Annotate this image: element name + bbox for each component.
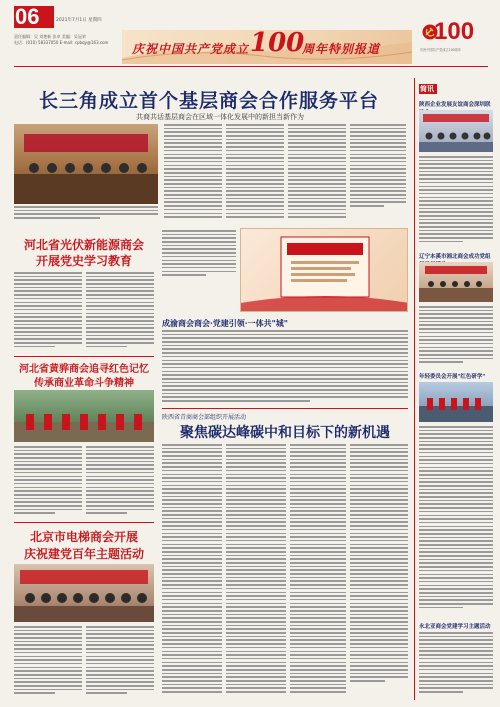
brief2-title: 辽宁本溪市湘北商会成功党组 <box>419 254 491 260</box>
feature-body <box>162 330 408 406</box>
center-divider <box>162 408 408 409</box>
brief1-title: 陕西企业发展友谊商会深圳联 <box>419 102 491 108</box>
brief3-image <box>419 382 493 422</box>
poster-image <box>241 229 408 312</box>
issue-date: 2021年7月1日 星期四 <box>56 18 102 23</box>
feature-kicker: 陕西省青商商会部组织开展活动 <box>162 414 247 421</box>
story4-body-col1 <box>14 626 82 700</box>
brief1-image <box>419 110 493 152</box>
story2-headline-line2: 开展党史学习教育 <box>35 254 132 268</box>
left-divider-1 <box>14 356 154 357</box>
main-photo-caption <box>14 206 158 222</box>
right-column <box>414 78 493 700</box>
editors-line: 责任编辑：吴 刘艳新 张卓 美编：吴冠荣 <box>14 34 86 39</box>
anniversary-banner <box>122 30 412 64</box>
banner-slogan: 庆祝中国共产党成立 <box>132 42 250 56</box>
story3-photo <box>14 390 154 442</box>
main-photo <box>14 124 158 204</box>
brief3-photo <box>419 382 493 422</box>
feature2-col2 <box>226 444 286 700</box>
logo-number: 100 <box>434 18 475 45</box>
brief4-title: 永北亚商会党建学习主题活动 <box>419 624 491 630</box>
story2-body-col2 <box>86 272 154 352</box>
banner-number: 100 <box>250 28 305 58</box>
center-article-top-col1 <box>162 230 236 280</box>
story2-headline-line1: 河北省光伏新能源商会 <box>23 238 144 252</box>
main-article-col1 <box>164 124 222 222</box>
section-label: 简讯 <box>420 85 434 93</box>
anniversary-logo <box>420 18 490 62</box>
main-headline: 长三角成立首个基层商会合作服务平台 <box>38 90 379 112</box>
feature2-col3 <box>290 444 346 700</box>
story3-body-col1 <box>14 446 82 518</box>
main-article-col4 <box>350 124 406 222</box>
group-outdoor-image <box>14 390 154 442</box>
brief1-body <box>419 156 493 248</box>
story4-headline-line1: 北京市电梯商会开展 <box>29 530 138 544</box>
main-article-col2 <box>226 124 284 222</box>
main-subheadline: 共商共话基层商会在区域一体化发展中的新担当新作为 <box>136 113 304 121</box>
brief2-image <box>419 262 493 302</box>
story3-body-col2 <box>86 446 154 518</box>
story3-headline-line1: 河北省黄骅商会追寻红色记忆 <box>19 364 149 375</box>
story2-body-col1 <box>14 272 82 352</box>
main-article-col3 <box>288 124 346 222</box>
story4-body-col2 <box>86 626 154 700</box>
brief3-body <box>419 426 493 618</box>
meeting-scene-image <box>14 124 158 204</box>
contact-line: 电话：(010) 58337050 E-mail: cpbqy@163.com <box>14 40 109 45</box>
brief1-photo <box>419 110 493 152</box>
banner-suffix: 周年特别报道 <box>302 42 381 56</box>
feature2-col1 <box>162 444 222 700</box>
feature2-col4 <box>350 444 408 700</box>
page-number: 06 <box>15 4 40 29</box>
story4-headline-line2: 庆祝建党百年主题活动 <box>23 547 144 561</box>
masthead-rule <box>14 66 488 67</box>
brief4-body <box>419 632 493 698</box>
brief3-title: 年轻委员会开展"红色研学" <box>419 374 486 380</box>
story4-photo <box>14 564 154 622</box>
masthead <box>0 0 500 78</box>
left-divider-2 <box>14 522 154 523</box>
logo-caption: 庆祝中国共产党成立100周年 <box>420 48 462 52</box>
brief2-photo <box>419 262 493 302</box>
feature-caption: 成渝商会商会·党建引领·一体共"城" <box>162 318 288 328</box>
feature-headline: 聚焦碳达峰碳中和目标下的新机遇 <box>180 425 390 441</box>
brief2-body <box>419 306 493 368</box>
story3-headline-line2: 传承商业革命斗争精神 <box>34 378 134 389</box>
group-indoor-image <box>14 564 154 622</box>
center-feature-photo <box>240 228 408 312</box>
